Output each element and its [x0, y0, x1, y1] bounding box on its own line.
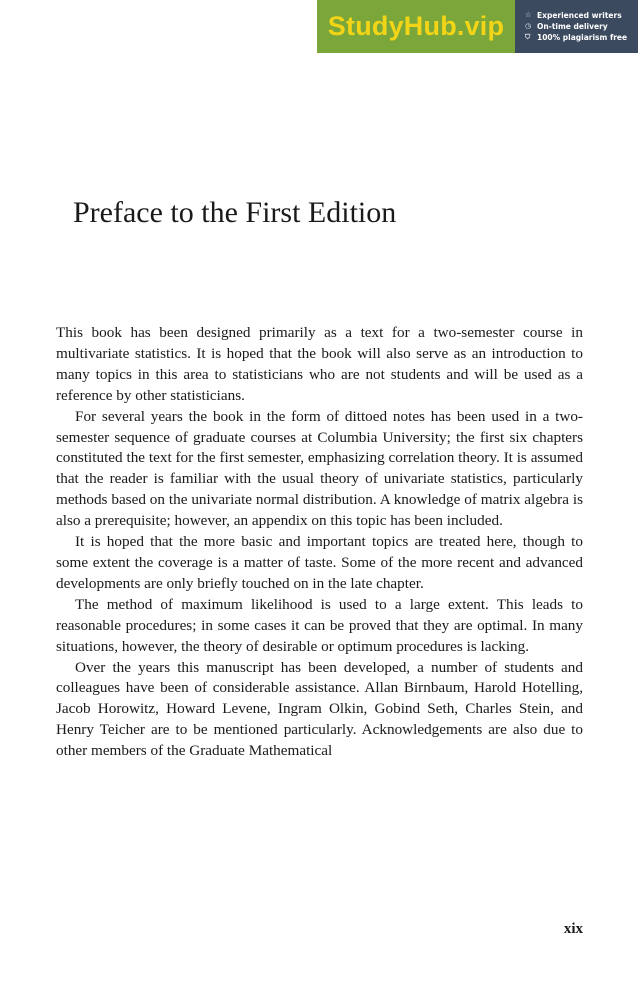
feature-text: Experienced writers: [537, 11, 622, 20]
banner-logo[interactable]: [317, 0, 515, 53]
ad-banner[interactable]: [317, 0, 638, 53]
paragraph: For several years the book in the form of dittoed notes has been used in a two-semester sequence of graduate courses at Columbia University; the first six chapters constituted the text for the first semester, emphasizing correlation theory. It is assumed that the reader is familiar with the usual theory of univariate statistics, particularly methods based on the univariate normal distribution. A knowledge of matrix algebra is also a prerequisite; however, an appendix on this topic has been included.: [56, 407, 583, 530]
star-icon: ☆: [525, 11, 532, 19]
feature-item: [525, 10, 638, 21]
shield-icon: ⛉: [525, 33, 531, 41]
page-title: Preface to the First Edition: [73, 196, 397, 229]
page-number: xix: [563, 921, 583, 937]
clock-icon: ◷: [525, 22, 532, 30]
feature-text: On-time delivery: [537, 22, 608, 31]
paragraph: This book has been designed primarily as a text for a two-semester course in multivariate statistics. It is hoped that the book will also serve as an introduction to many topics in this area to statisticians who are not students and will be used as a reference by other statisticians.: [56, 324, 583, 404]
feature-text: 100% plagiarism free: [537, 33, 628, 42]
body-text: [56, 323, 583, 762]
feature-item: [525, 32, 638, 43]
paragraph: Over the years this manuscript has been developed, a number of students and colleagues have been of considerable assistance. Allan Birnbaum, Harold Hotelling, Jacob Horowitz, Howard Levene, Ingram Olkin, Gobind Seth, Charles Stein, and Henry Teicher are to be mentioned particularly. Acknowledgements are also due to other members of the Graduate Mathematical: [56, 658, 583, 760]
banner-features: [515, 0, 638, 53]
logo-text: StudyHub.vip: [327, 11, 505, 41]
paragraph: The method of maximum likelihood is used to a large extent. This leads to reasonable procedures; in some cases it can be proved that they are optimal. In many situations, however, the theory of desirable or optimum procedures is lacking.: [56, 595, 583, 655]
feature-item: [525, 21, 638, 32]
paragraph: It is hoped that the more basic and important topics are treated here, though to some extent the coverage is a matter of taste. Some of the more recent and advanced developments are only briefly touched on in the late chapter.: [56, 533, 583, 592]
